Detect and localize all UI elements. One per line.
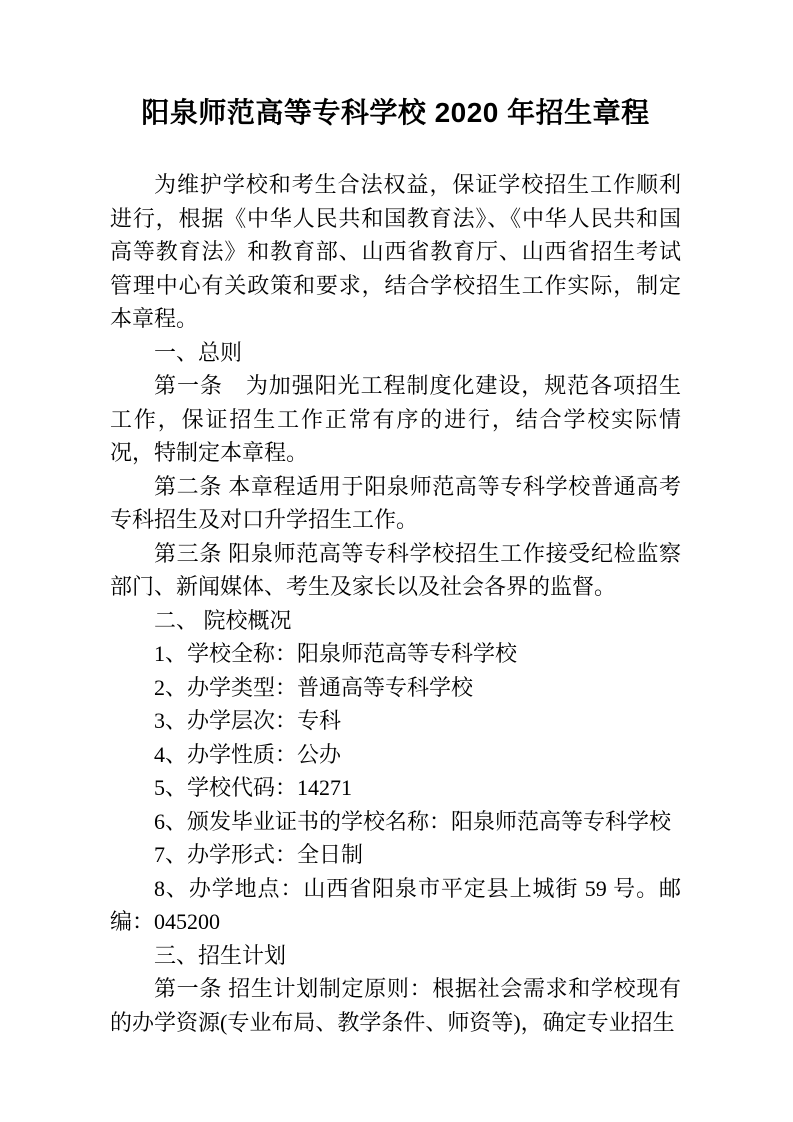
paragraph-preamble: 为维护学校和考生合法权益，保证学校招生工作顺利进行，根据《中华人民共和国教育法》、《中华人民共和国高等教育法》和教育部、山西省教育厅、山西省招生考试管理中心有关政策和要求，结合学校招生工作实际，制定本章程。 <box>110 172 681 331</box>
section-heading-general: 一、总则 <box>154 339 243 365</box>
article-1-enrollment-plan: 第一条 招生计划制定原则：根据社会需求和学校现有的办学资源(专业布局、教学条件、师资等)，确定专业招生 <box>110 976 681 1035</box>
item-education-level: 3、办学层次：专科 <box>154 708 342 733</box>
item-school-code: 5、学校代码：14271 <box>154 775 353 800</box>
section-heading-enrollment-plan: 三、招生计划 <box>154 942 287 968</box>
document-title: 阳泉师范高等专科学校 2020 年招生章程 <box>141 97 650 128</box>
item-school-nature: 4、办学性质：公办 <box>154 741 342 767</box>
item-school-type: 2、办学类型：普通高等专科学校 <box>154 674 474 700</box>
article-1-general: 第一条 为加强阳光工程制度化建设，规范各项招生工作，保证招生工作正常有序的进行，结合学校实际情况，特制定本章程。 <box>110 373 681 465</box>
item-study-form: 7、办学形式：全日制 <box>154 842 364 867</box>
article-2-general: 第二条 本章程适用于阳泉师范高等专科学校普通高考专科招生及对口升学招生工作。 <box>110 473 681 532</box>
item-diploma-school-name: 6、颁发毕业证书的学校名称：阳泉师范高等专科学校 <box>154 808 672 834</box>
article-3-general: 第三条 阳泉师范高等专科学校招生工作接受纪检监察部门、新闻媒体、考生及家长以及社会各界的监督。 <box>110 540 681 599</box>
item-school-full-name: 1、学校全称：阳泉师范高等专科学校 <box>154 641 518 666</box>
section-heading-overview: 二、 院校概况 <box>154 607 292 633</box>
item-school-location: 8、办学地点：山西省阳泉市平定县上城街 59 号。邮编：045200 <box>110 875 681 934</box>
